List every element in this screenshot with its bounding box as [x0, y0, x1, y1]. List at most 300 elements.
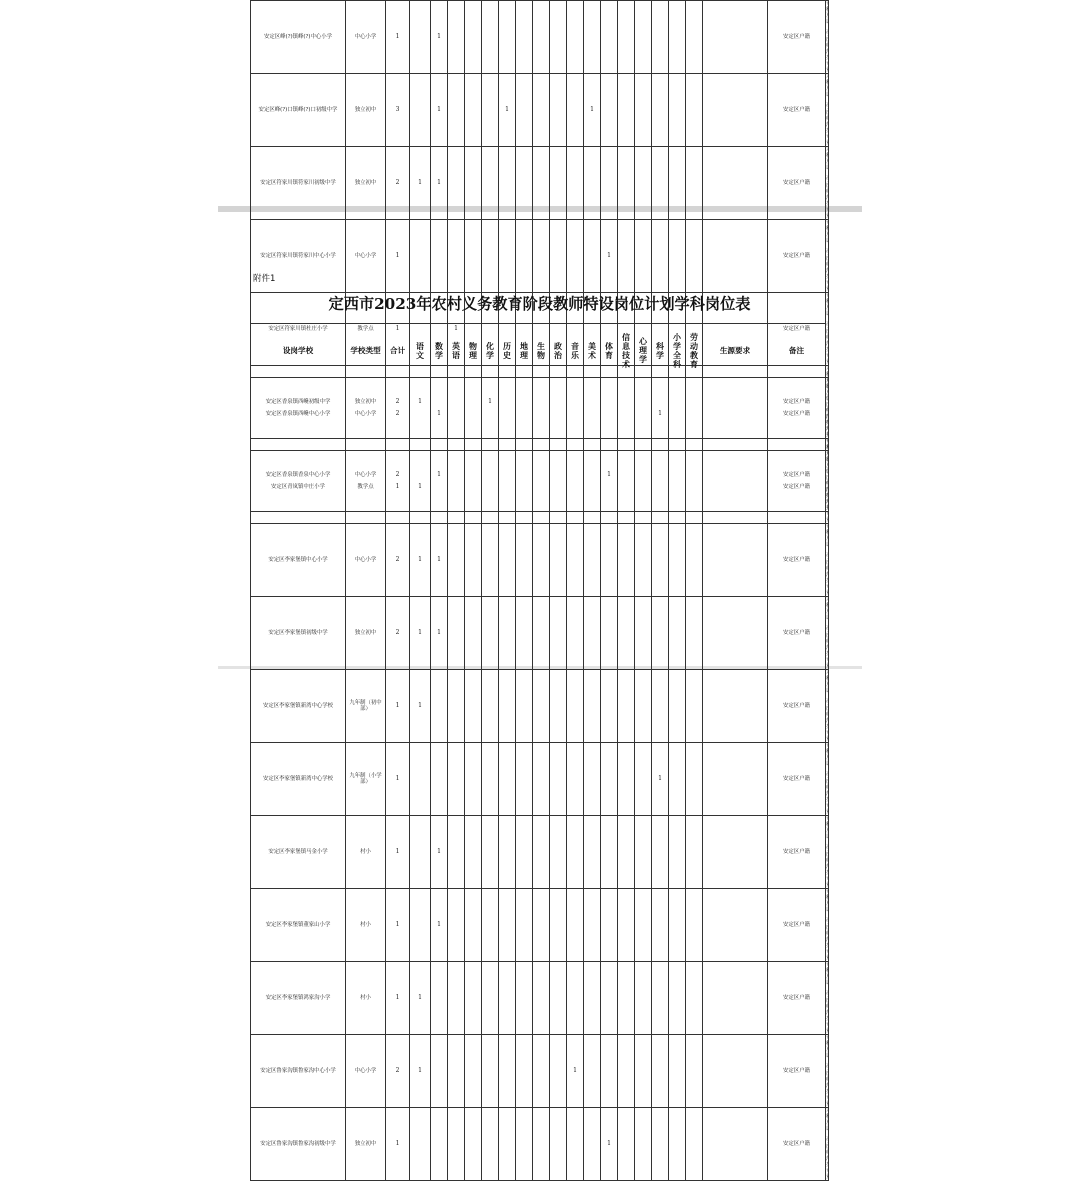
subject-cell — [669, 816, 686, 889]
subject-cell — [533, 378, 550, 451]
total-cell: 1 — [386, 1108, 410, 1181]
header-cell: 设岗学校 — [251, 324, 346, 378]
subject-cell — [410, 1, 431, 74]
school-cell: 安定区李家堡镇董家山小学 — [251, 889, 346, 962]
subject-cell — [533, 220, 550, 293]
subject-cell — [567, 378, 584, 451]
header-cell: 小 学 全 科 — [669, 324, 686, 378]
subject-cell — [618, 1108, 635, 1181]
table-row — [251, 524, 829, 597]
subject-cell: 1 — [410, 1035, 431, 1108]
subject-cell — [533, 1035, 550, 1108]
requirement-cell: 安定区户籍 — [768, 439, 826, 512]
subject-cell — [550, 670, 567, 743]
subject-cell — [431, 743, 448, 816]
subject-cell — [465, 220, 482, 293]
header-cell: 体 育 — [601, 324, 618, 378]
requirement-cell: 安定区户籍 — [768, 1108, 826, 1181]
subject-cell — [516, 816, 533, 889]
header-cell: 生源要求 — [703, 324, 768, 378]
total-cell: 1 — [386, 220, 410, 293]
subject-cell — [516, 74, 533, 147]
subject-cell — [703, 147, 768, 220]
subject-cell — [448, 816, 465, 889]
subject-cell — [686, 451, 703, 524]
requirement-cell: 安定区户籍 — [768, 597, 826, 670]
table-row — [251, 1, 829, 74]
subject-cell — [550, 524, 567, 597]
subject-cell — [465, 816, 482, 889]
subject-cell — [635, 1035, 652, 1108]
table-row — [251, 1108, 829, 1181]
subject-cell — [567, 889, 584, 962]
subject-cell — [601, 74, 618, 147]
subject-cell — [516, 1108, 533, 1181]
note-cell — [826, 597, 829, 670]
subject-cell — [635, 597, 652, 670]
table-row — [251, 74, 829, 147]
header-cell: 备注 — [768, 324, 826, 378]
subject-cell — [550, 220, 567, 293]
subject-cell — [516, 524, 533, 597]
table-row — [251, 816, 829, 889]
subject-cell — [669, 451, 686, 524]
header-cell: 数 学 — [431, 324, 448, 378]
subject-cell — [635, 451, 652, 524]
subject-cell — [652, 816, 669, 889]
subject-cell — [482, 74, 499, 147]
subject-cell — [499, 597, 516, 670]
header-cell: 音 乐 — [567, 324, 584, 378]
note-cell — [826, 1108, 829, 1181]
requirement-cell: 安定区户籍 — [768, 816, 826, 889]
subject-cell — [601, 889, 618, 962]
total-cell: 2 — [386, 1035, 410, 1108]
subject-cell — [669, 743, 686, 816]
requirement-cell: 安定区户籍 — [768, 962, 826, 1035]
school-type-cell: 教学点 — [346, 451, 386, 524]
subject-cell — [652, 1108, 669, 1181]
subject-cell — [703, 74, 768, 147]
subject-cell — [601, 597, 618, 670]
subject-cell — [686, 670, 703, 743]
subject-cell — [482, 1, 499, 74]
subject-cell — [550, 962, 567, 1035]
subject-cell — [584, 524, 601, 597]
subject-cell — [410, 74, 431, 147]
subject-cell — [431, 451, 448, 524]
table-row — [251, 670, 829, 743]
subject-cell — [584, 1035, 601, 1108]
subject-cell: 1 — [431, 597, 448, 670]
subject-cell — [550, 1035, 567, 1108]
subject-cell — [448, 378, 465, 451]
subject-cell — [533, 451, 550, 524]
subject-cell — [567, 524, 584, 597]
requirement-cell: 安定区户籍 — [768, 670, 826, 743]
subject-cell — [584, 816, 601, 889]
note-cell — [826, 378, 829, 451]
subject-cell — [567, 451, 584, 524]
subject-cell — [550, 147, 567, 220]
subject-cell — [635, 816, 652, 889]
school-type-cell: 独立初中 — [346, 366, 386, 439]
subject-cell — [499, 451, 516, 524]
subject-cell — [635, 378, 652, 451]
subject-cell — [686, 220, 703, 293]
subject-cell — [516, 220, 533, 293]
subject-cell — [550, 1, 567, 74]
note-cell — [826, 1, 829, 74]
subject-cell — [652, 670, 669, 743]
subject-cell — [533, 147, 550, 220]
subject-cell: 1 — [499, 74, 516, 147]
school-type-cell: 中心小学 — [346, 220, 386, 293]
subject-cell — [567, 670, 584, 743]
subject-cell — [410, 743, 431, 816]
school-type-cell: 中心小学 — [346, 1035, 386, 1108]
subject-cell — [550, 74, 567, 147]
subject-cell: 1 — [601, 439, 618, 512]
subject-cell — [635, 743, 652, 816]
subject-cell — [482, 1035, 499, 1108]
subject-cell — [703, 220, 768, 293]
school-type-cell: 独立初中 — [346, 147, 386, 220]
subject-cell — [669, 220, 686, 293]
subject-cell — [567, 220, 584, 293]
subject-cell — [686, 962, 703, 1035]
subject-cell — [550, 816, 567, 889]
subject-cell — [652, 524, 669, 597]
note-cell — [826, 220, 829, 293]
subject-cell — [550, 1108, 567, 1181]
subject-cell — [516, 889, 533, 962]
note-cell — [826, 962, 829, 1035]
subject-cell — [448, 524, 465, 597]
subject-cell — [618, 451, 635, 524]
school-type-cell: 独立初中 — [346, 597, 386, 670]
requirement-cell: 安定区户籍 — [768, 889, 826, 962]
subject-cell: 1 — [410, 524, 431, 597]
school-cell: 安定区香泉镇西巉中心小学 — [251, 378, 346, 451]
subject-cell — [410, 1108, 431, 1181]
subject-cell — [669, 378, 686, 451]
subject-cell — [686, 74, 703, 147]
subject-cell — [584, 889, 601, 962]
requirement-cell: 安定区户籍 — [768, 1035, 826, 1108]
subject-cell — [448, 889, 465, 962]
subject-cell — [703, 524, 768, 597]
subject-cell — [482, 378, 499, 451]
table-row — [251, 597, 829, 670]
school-cell: 安定区李家堡镇鸿家沟小学 — [251, 962, 346, 1035]
school-cell: 安定区符家川镇符家川初级中学 — [251, 147, 346, 220]
subject-cell — [635, 147, 652, 220]
subject-cell — [635, 74, 652, 147]
total-cell: 2 — [386, 378, 410, 451]
subject-cell — [567, 1, 584, 74]
subject-cell — [482, 597, 499, 670]
subject-cell — [516, 743, 533, 816]
subject-cell: 1 — [584, 74, 601, 147]
subject-cell: 1 — [652, 378, 669, 451]
subject-cell — [482, 743, 499, 816]
table-row — [251, 220, 829, 293]
requirement-cell: 安定区户籍 — [768, 451, 826, 524]
subject-cell — [465, 597, 482, 670]
subject-cell — [499, 962, 516, 1035]
subject-cell: 1 — [652, 743, 669, 816]
subject-cell — [410, 816, 431, 889]
subject-cell — [448, 220, 465, 293]
school-cell: 安定区香泉镇西巉初级中学 — [251, 366, 346, 439]
subject-cell — [499, 220, 516, 293]
subject-cell — [533, 74, 550, 147]
subject-cell — [669, 1, 686, 74]
subject-cell — [516, 670, 533, 743]
subject-cell — [618, 743, 635, 816]
subject-cell — [618, 524, 635, 597]
header-cell: 科 学 — [652, 324, 669, 378]
school-type-cell: 中心小学 — [346, 439, 386, 512]
note-cell — [826, 147, 829, 220]
subject-cell — [482, 147, 499, 220]
subject-cell: 1 — [431, 1, 448, 74]
subject-cell — [703, 597, 768, 670]
total-cell: 1 — [386, 889, 410, 962]
subject-cell — [618, 1, 635, 74]
subject-cell — [465, 670, 482, 743]
subject-cell — [550, 889, 567, 962]
subject-cell — [652, 597, 669, 670]
header-cell: 劳 动 教 育 — [686, 324, 703, 378]
school-type-cell: 独立初中 — [346, 74, 386, 147]
subject-cell — [516, 147, 533, 220]
requirement-cell: 安定区户籍 — [768, 524, 826, 597]
subject-cell — [499, 889, 516, 962]
header-cell: 英 语 — [448, 324, 465, 378]
subject-cell: 1 — [410, 451, 431, 524]
school-cell: 安定区李家堡镇新湾中心学校 — [251, 670, 346, 743]
subject-cell — [550, 743, 567, 816]
header-cell: 历 史 — [499, 324, 516, 378]
subject-cell — [618, 889, 635, 962]
subject-cell — [669, 670, 686, 743]
subject-cell — [431, 1035, 448, 1108]
table-row — [251, 451, 829, 524]
subject-cell — [465, 1108, 482, 1181]
total-cell: 2 — [386, 147, 410, 220]
subject-cell — [652, 889, 669, 962]
subject-cell — [499, 816, 516, 889]
school-cell: 安定区峰(?)口镇峰(?)口初级中学 — [251, 74, 346, 147]
subject-cell — [550, 597, 567, 670]
subject-cell — [448, 1, 465, 74]
school-type-cell: 九年制（初中部） — [346, 670, 386, 743]
subject-cell — [465, 1, 482, 74]
subject-cell — [601, 670, 618, 743]
school-cell: 安定区李家堡镇中心小学 — [251, 524, 346, 597]
subject-cell — [482, 220, 499, 293]
school-cell: 安定区香泉镇香泉中心小学 — [251, 439, 346, 512]
school-type-cell: 教学点 — [346, 293, 386, 366]
subject-cell — [533, 962, 550, 1035]
total-cell: 1 — [386, 1, 410, 74]
subject-cell — [669, 147, 686, 220]
note-cell — [826, 524, 829, 597]
total-cell: 1 — [386, 670, 410, 743]
subject-cell — [584, 220, 601, 293]
subject-cell — [567, 816, 584, 889]
subject-cell: 1 — [601, 220, 618, 293]
subject-cell — [686, 889, 703, 962]
school-cell: 安定区鲁家沟镇鲁家沟中心小学 — [251, 1035, 346, 1108]
subject-cell — [448, 670, 465, 743]
subject-cell — [431, 220, 448, 293]
subject-cell — [652, 1, 669, 74]
subject-cell — [669, 74, 686, 147]
note-cell — [826, 670, 829, 743]
subject-cell — [533, 1, 550, 74]
school-cell: 安定区符家川镇符家川中心小学 — [251, 220, 346, 293]
subject-cell — [499, 743, 516, 816]
subject-cell — [410, 889, 431, 962]
subject-cell — [465, 1035, 482, 1108]
school-cell: 安定区鲁家沟镇鲁家沟初级中学 — [251, 1108, 346, 1181]
subject-cell: 1 — [482, 366, 499, 439]
school-cell: 安定区符家川镇杜庄小学 — [251, 293, 346, 366]
subject-cell — [686, 524, 703, 597]
subject-cell — [601, 743, 618, 816]
subject-cell — [482, 889, 499, 962]
subject-cell — [533, 889, 550, 962]
subject-cell — [635, 220, 652, 293]
subject-cell — [618, 74, 635, 147]
subject-cell — [482, 524, 499, 597]
subject-cell — [448, 1108, 465, 1181]
subject-cell — [465, 74, 482, 147]
header-cell: 生 物 — [533, 324, 550, 378]
school-cell: 安定区李家堡镇初级中学 — [251, 597, 346, 670]
total-cell: 2 — [386, 439, 410, 512]
subject-cell: 1 — [410, 366, 431, 439]
subject-cell — [686, 597, 703, 670]
subject-cell: 1 — [448, 293, 465, 366]
subject-cell — [601, 147, 618, 220]
subject-cell — [601, 1035, 618, 1108]
subject-cell — [584, 1, 601, 74]
subject-cell — [465, 378, 482, 451]
subject-cell — [516, 597, 533, 670]
table-row — [251, 889, 829, 962]
subject-cell — [584, 378, 601, 451]
subject-cell: 1 — [431, 74, 448, 147]
subject-cell — [533, 816, 550, 889]
subject-cell: 1 — [431, 889, 448, 962]
subject-cell: 1 — [410, 962, 431, 1035]
subject-cell — [567, 962, 584, 1035]
document-title: 定西市2023年农村义务教育阶段教师特设岗位计划学科岗位表 — [328, 295, 751, 313]
school-type-cell: 村小 — [346, 889, 386, 962]
subject-cell: 1 — [567, 1035, 584, 1108]
subject-cell — [703, 889, 768, 962]
subject-cell — [652, 1035, 669, 1108]
subject-cell — [567, 597, 584, 670]
note-cell — [826, 889, 829, 962]
subject-cell — [499, 378, 516, 451]
total-cell: 2 — [386, 524, 410, 597]
subject-cell — [635, 524, 652, 597]
subject-cell — [499, 1035, 516, 1108]
bottom-page-table — [250, 323, 829, 1181]
header-cell: 地 理 — [516, 324, 533, 378]
subject-cell — [669, 962, 686, 1035]
subject-cell: 1 — [410, 670, 431, 743]
school-type-cell: 中心小学 — [346, 524, 386, 597]
subject-cell — [482, 962, 499, 1035]
requirement-cell: 安定区户籍 — [768, 366, 826, 439]
subject-cell — [567, 1108, 584, 1181]
note-cell — [826, 816, 829, 889]
subject-cell — [601, 816, 618, 889]
subject-cell — [516, 378, 533, 451]
subject-cell — [410, 220, 431, 293]
table-row — [251, 962, 829, 1035]
header-cell: 物 理 — [465, 324, 482, 378]
subject-cell — [584, 597, 601, 670]
subject-cell — [652, 220, 669, 293]
subject-cell — [482, 816, 499, 889]
subject-cell — [448, 74, 465, 147]
school-cell: 安定区李家堡镇马金小学 — [251, 816, 346, 889]
subject-cell — [669, 1035, 686, 1108]
subject-cell — [618, 670, 635, 743]
total-cell: 1 — [386, 743, 410, 816]
subject-cell — [686, 743, 703, 816]
subject-cell — [703, 1, 768, 74]
subject-cell — [703, 670, 768, 743]
subject-cell — [584, 962, 601, 1035]
subject-cell: 1 — [410, 147, 431, 220]
subject-cell — [431, 962, 448, 1035]
subject-cell — [703, 451, 768, 524]
subject-cell — [465, 889, 482, 962]
subject-cell — [482, 670, 499, 743]
header-cell: 信 息 技 术 — [618, 324, 635, 378]
requirement-cell: 安定区户籍 — [768, 378, 826, 451]
subject-cell — [448, 597, 465, 670]
subject-cell — [618, 378, 635, 451]
school-type-cell: 村小 — [346, 816, 386, 889]
subject-cell — [652, 74, 669, 147]
table-header-row — [251, 324, 829, 378]
subject-cell — [601, 524, 618, 597]
subject-cell — [686, 147, 703, 220]
subject-cell — [516, 1, 533, 74]
subject-cell — [686, 1108, 703, 1181]
school-cell: 安定区青岚镇中庄小学 — [251, 451, 346, 524]
subject-cell — [533, 743, 550, 816]
subject-cell — [533, 670, 550, 743]
subject-cell — [601, 962, 618, 1035]
subject-cell — [601, 451, 618, 524]
subject-cell — [550, 378, 567, 451]
requirement-cell: 安定区户籍 — [768, 147, 826, 220]
subject-cell — [482, 451, 499, 524]
subject-cell: 1 — [431, 439, 448, 512]
note-cell — [826, 74, 829, 147]
subject-cell — [635, 1108, 652, 1181]
